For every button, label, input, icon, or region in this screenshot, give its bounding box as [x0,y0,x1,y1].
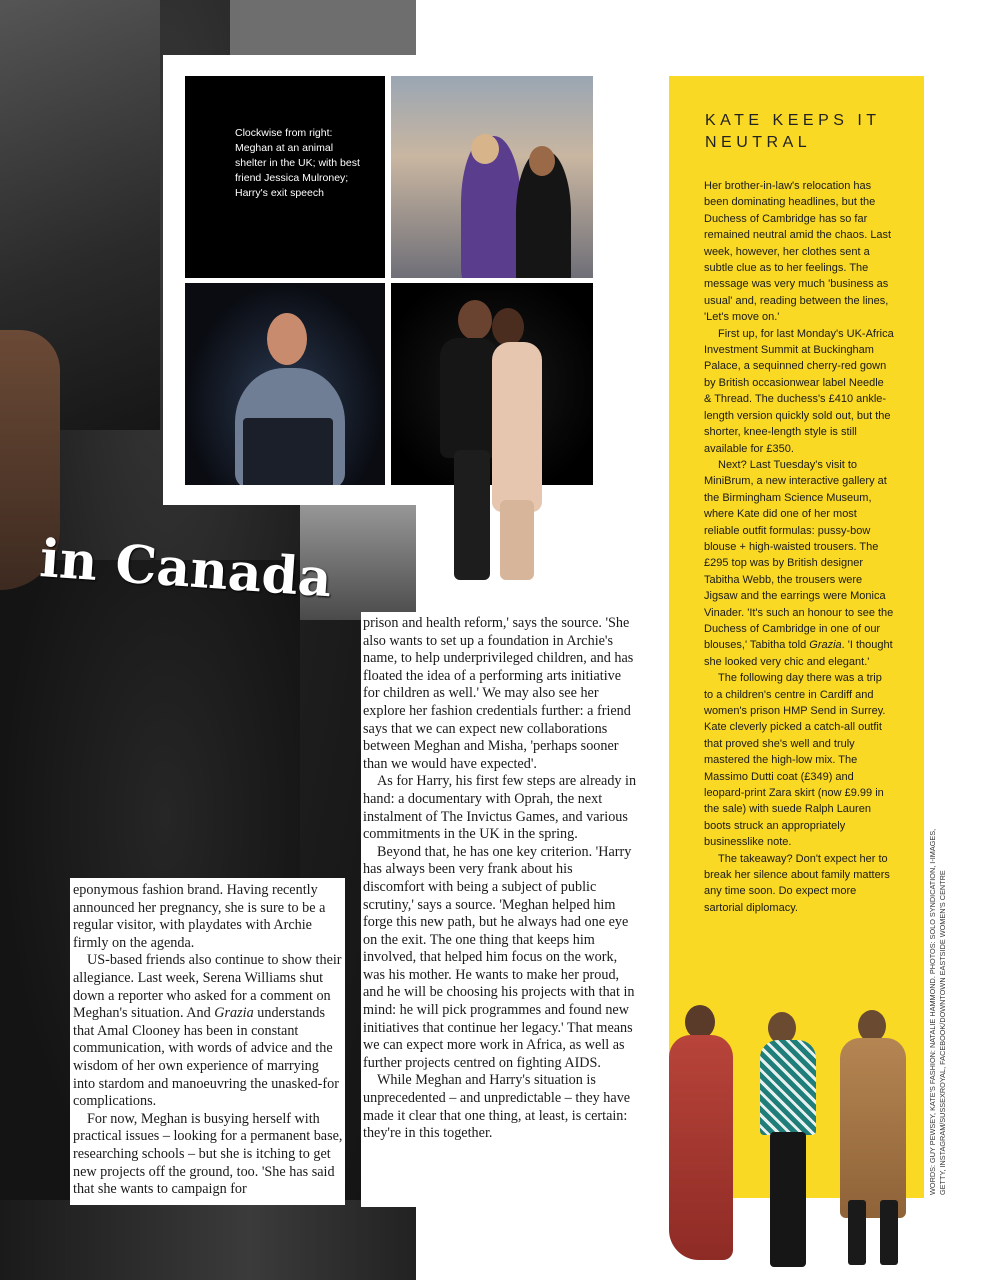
photo-top-background [230,0,416,60]
sidebar-paragraph: The following day there was a trip to a children's centre in Cardiff and women's prison HMP Send in Surrey. Kate cleverly picked a catch-all outfit that proved she's well and truly mastered the high-low mix. The Massimo Dutti coat (£349) and leopard-print Zara skirt (now £9.99 in the sale) with suede Ralph Lauren boots struck an appropriately businesslike note. [704,672,886,849]
meghan-jessica-cutout [440,300,550,610]
lectern [243,418,333,485]
paragraph: prison and health reform,' says the source. 'She also wants to set up a foundation in Archie's name, to help underprivileged children, and has floated the idea of a performing arts initiative for children as well.' We may also see her explore her fashion credentials further: a friend says that we can expect new collaborations between Meghan and Misha, 'perhaps sooner than we would have expected'. [363,615,634,772]
figure-head [471,134,499,164]
photo-bottom-background [0,1200,416,1280]
paragraph: US-based friends also continue to show their allegiance. Last week, Serena Williams shut down a reporter who asked for a comment on Meghan's situation. And Grazia understands that Amal Clooney has been in constant communication, with words of advice and the wisdom of her own experience of marrying into stardom and manoeuvring the unasked-for complications. [73,952,342,1110]
left-column [70,878,345,1205]
paragraph: While Meghan and Harry's situation is unprecedented – and unpredictable – they have made it clear that one thing, at least, is certain: they're in this together. [363,1072,631,1142]
paragraph: Beyond that, he has one key criterion. 'Harry has always been very frank about his discomfort with being a subject of public scrutiny,' says a source. 'Meghan helped him forge this new path, but he always had one eye on the exit. The one thing that keeps him involved, that helped him focus on the work, was his mother. He wants to make her proud, and he will be choosing his projects with that in mind: he will pick programmes and found new initiatives that continue her legacy.' That means we can expect more work in Africa, as well as further projects centred on fighting AIDS. [363,843,635,1071]
middle-column [361,612,639,1207]
photo-caption: Clockwise from right: Meghan at an animal shelter in the UK; with best friend Jessica Mulroney; Harry's exit speech [235,127,360,199]
paragraph: For now, Meghan is busying herself with practical issues – looking for a permanent base, researching schools – but she is itching to get new projects off the ground, too. 'She has said that she wants to campaign for [73,1110,343,1198]
photo-animal-shelter [391,76,593,278]
kate-green-blouse [752,1012,824,1270]
sidebar-paragraph: The takeaway? Don't expect her to break her silence about family matters any time soon. Do expect more sartorial diplomacy. [704,852,890,914]
sidebar-title: KATE KEEPS IT NEUTRAL [705,112,881,151]
paragraph: eponymous fashion brand. Having recently announced her pregnancy, she is sure to be a regular visitor, with playdates with Archie firmly on the agenda. [73,882,326,951]
caption-panel [185,76,385,278]
sidebar-paragraph: First up, for last Monday's UK-Africa Investment Summit at Buckingham Palace, a sequinned cherry-red gown by British occasionwear label Needle & Thread. The duchess's £410 ankle-length version quickly sold out, but the shorter, knee-length style is still available for £350. [704,327,894,455]
sidebar-paragraph: Next? Last Tuesday's visit to MiniBrum, a new interactive gallery at the Birmingham Science Museum, where Kate did one of her most reliable outfit formulas: pussy-bow blouse + high-waisted trousers. The £295 top was by British designer Tabitha Webb, the trousers were Jigsaw and the earrings were Monica Vinader. 'It's such an honour to see the Duchess of Cambridge in one of our blouses,' Tabitha told Grazia. 'I thought she looked very chic and elegant.' [704,458,894,668]
headline: in Canada [37,528,334,610]
kate-camel-coat [820,1010,920,1270]
sidebar-paragraph: Her brother-in-law's relocation has been dominating headlines, but the Duchess of Cambridge has so far remained neutral amid the chaos. Last week, however, her clothes sent a subtle clue as to her feelings. The message was very much 'business as usual' and, reading between the lines, 'Let's move on.' [704,180,892,324]
paragraph: As for Harry, his first few steps are already in hand: a documentary with Oprah, the next instalment of The Invictus Games, and various commitments in the UK in the spring. [363,773,637,843]
photo-harry-speech [185,283,385,485]
photo-credits: WORDS: GUY PEWSEY, KATE'S FASHION: NATALIE HAMMOND. PHOTOS: SOLO SYNDICATION, I-IMAGES, GETTY, INSTAGRAM/SUSSEXROYAL, FACEBOOK/DOWNTOWN EASTSIDE WOMEN'S CENTRE [928,828,947,1195]
sidebar-text [704,178,894,916]
figure-head [529,146,555,176]
kate-red-gown [655,1005,750,1270]
figure-head [267,313,307,365]
